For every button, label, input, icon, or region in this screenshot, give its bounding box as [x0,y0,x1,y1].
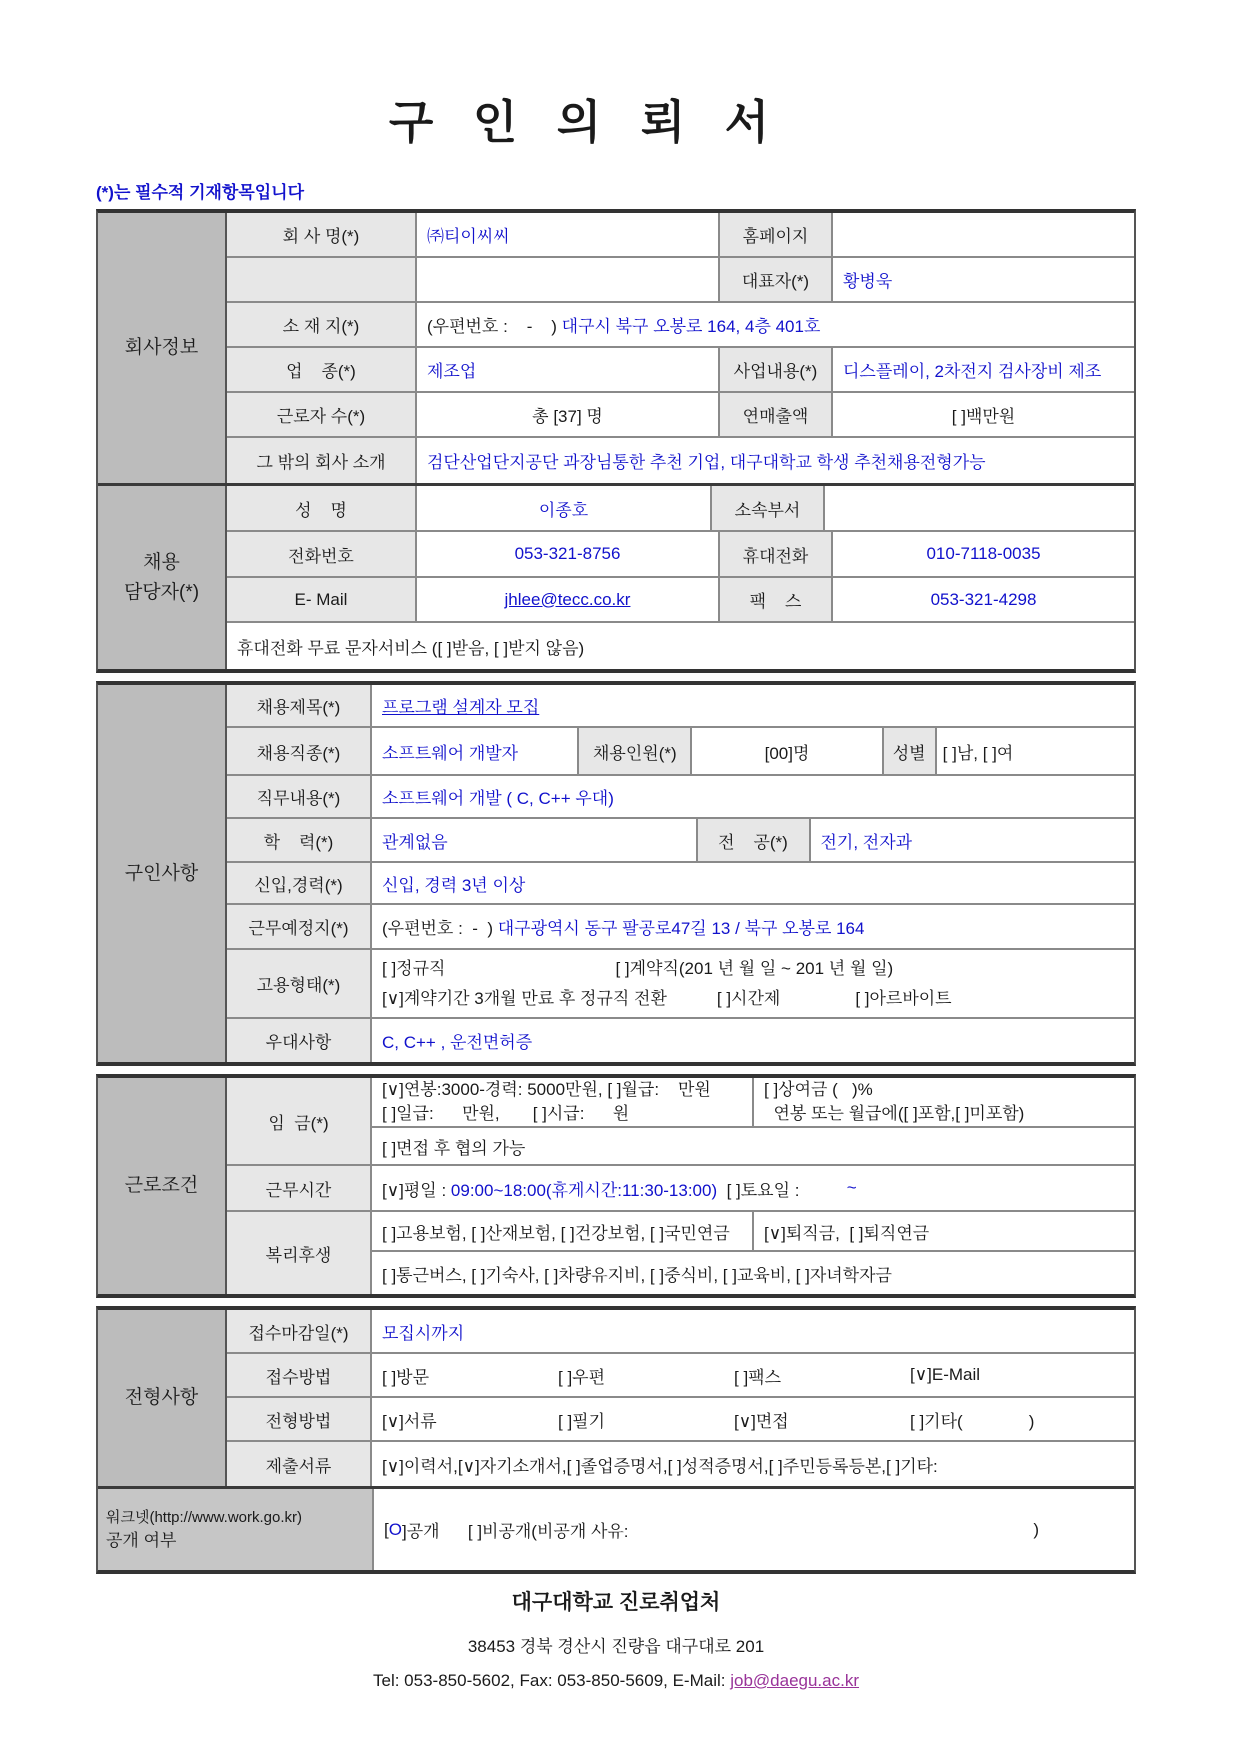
dept-label: 소속부서 [710,486,823,530]
duty-label: 직무내용(*) [227,776,370,817]
salary-detail-subrow [372,1078,1134,1128]
sms-row [227,623,1134,669]
apply-method-row [227,1354,1134,1398]
fulltime-option: [ ]정규직 [382,958,446,978]
salary-negotiable-subrow [372,1128,1134,1164]
work-hours-row [227,1166,1134,1212]
worknet-value [372,1489,1134,1570]
industry-row [227,348,1134,393]
ceo-row [227,258,1134,303]
etc-option: [ ]기타( ) [910,1411,1035,1431]
empty-label [227,258,415,301]
occupation-row [227,728,1134,776]
open-bracket: [ [384,1519,389,1539]
visit-option: [ ]방문 [382,1367,430,1387]
mobile-label: 휴대전화 [718,532,831,576]
documents-label: 제출서류 [227,1442,370,1486]
saturday-tilde: ~ [846,1178,857,1197]
contact-block [98,483,1134,669]
document-option: [∨]서류 [382,1411,437,1431]
parttime-option: [ ]시간제 [716,988,781,1008]
apply-method-label: 접수방법 [227,1354,370,1396]
footer-email-link[interactable]: job@daegu.ac.kr [730,1671,859,1690]
conditions-table [96,1074,1136,1298]
contact-name-label: 성 명 [227,486,415,530]
revenue-label: 연매출액 [718,393,831,436]
gender-value: [ ]남, [ ]여 [935,728,1134,774]
industry-label: 업 종(*) [227,348,415,391]
contact-phone-row [227,532,1134,578]
work-hours-label: 근무시간 [227,1166,370,1210]
selection-table [96,1306,1136,1574]
company-name-value: ㈜티이씨씨 [415,213,718,256]
job-table [96,681,1136,1066]
section-company: 회사정보 [98,213,227,483]
dept-value [823,486,1134,530]
salary-line1: [∨]연봉:3000-경력: 5000만원, [ ]월급: 만원 [382,1080,711,1099]
industry-value: 제조업 [415,348,718,391]
open-mark: O [388,1519,402,1539]
worknet-block [98,1486,1134,1570]
screening-method-value [370,1398,1134,1440]
occupation-value: 소프트웨어 개발자 [370,728,577,774]
salary-label: 임 금(*) [227,1078,370,1164]
welfare-insurance: [ ]고용보험, [ ]산재보험, [ ]건강보험, [ ]국민연금 [382,1223,730,1243]
career-label: 신입,경력(*) [227,863,370,903]
email-link[interactable]: jhlee@tecc.co.kr [504,589,631,609]
salary-row [227,1078,1134,1166]
page-title: 구 인 의 뢰 서 [388,97,784,148]
ceo-value: 황병욱 [831,258,1134,301]
bonus-line1: [ ]상여금 ( )% [764,1080,873,1099]
contact-email-row [227,578,1134,623]
employment-type-row [227,950,1134,1019]
workers-label: 근로자 수(*) [227,393,415,436]
sms-note: 휴대전화 무료 문자서비스 ([ ]받음, [ ]받지 않음) [237,638,585,658]
mobile-value: 010-7118-0035 [831,532,1134,576]
job-title-row [227,685,1134,728]
deadline-row [227,1310,1134,1354]
welfare-row [227,1212,1134,1294]
salary-amount-cell [372,1078,752,1126]
close-paren: ) [1033,1519,1039,1539]
welfare-pension: [∨]퇴직금, [ ]퇴직연금 [752,1212,1134,1250]
homepage-label: 홈페이지 [718,213,831,256]
job-request-form [0,86,1240,1691]
company-intro-value: 검단산업단지공단 과장님통한 추천 기업, 대구대학교 학생 추천채용전형가능 [415,438,1134,483]
written-option: [ ]필기 [558,1411,606,1431]
business-label: 사업내용(*) [718,348,831,391]
footer-contact [96,1671,1136,1691]
contract-convert-option: [∨]계약기간 3개월 만료 후 정규직 전환 [382,988,667,1008]
section-conditions: 근로조건 [98,1078,227,1294]
education-label: 학 력(*) [227,819,370,861]
address-text: 대구시 북구 오봉로 164, 4층 401호 [561,317,821,336]
revenue-value: [ ]백만원 [831,393,1134,436]
contact-name-value: 이종호 [415,486,710,530]
company-intro-label: 그 밖의 회사 소개 [227,438,415,483]
bonus-line2: 연봉 또는 월급에([ ]포함,[ ]미포함) [764,1104,1025,1123]
gender-label: 성별 [882,728,935,774]
required-note: (*)는 필수적 기재항목입니다 [96,183,305,202]
fax-value: 053-321-4298 [831,578,1134,621]
saturday-prefix: [ ]토요일 : [717,1180,847,1200]
education-value: 관계없음 [370,819,696,861]
apply-method-value [370,1354,1134,1396]
company-block [98,213,1134,483]
work-location-row [227,905,1134,950]
screening-method-label: 전형방법 [227,1398,370,1440]
address-value [415,303,1134,346]
headcount-value: [00]명 [690,728,881,774]
homepage-value [831,213,1134,256]
business-value: 디스플레이, 2차전지 검사장비 제조 [831,348,1134,391]
workers-value: 총 [37] 명 [415,393,718,436]
salary-negotiable: [ ]면접 후 협의 가능 [382,1138,526,1158]
major-value: 전기, 전자과 [809,819,1135,861]
postal-prefix: (우편번호 : - ) [427,317,562,336]
preference-row [227,1019,1134,1062]
bonus-cell [752,1078,1134,1126]
work-location-label: 근무예정지(*) [227,905,370,948]
education-row [227,819,1134,863]
company-name-row [227,213,1134,258]
preference-label: 우대사항 [227,1019,370,1062]
phone-value: 053-321-8756 [415,532,718,576]
documents-value: [∨]이력서,[∨]자기소개서,[ ]졸업증명서,[ ]성적증명서,[ ]주민등록등본,[ ]기타: [370,1442,1134,1486]
email-value-cell [415,578,718,621]
contact-name-row [227,486,1134,532]
company-table [96,209,1136,673]
location-postal-prefix: (우편번호 : - ) [382,919,498,938]
worknet-label: 워크넷(http://www.work.go.kr) 공개 여부 [98,1489,372,1570]
duty-row [227,776,1134,819]
documents-row [227,1442,1134,1486]
footer-tel-fax: Tel: 053-850-5602, Fax: 053-850-5609, E-Mail: [373,1671,731,1690]
preference-value: C, C++ , 운전면허증 [370,1019,1134,1062]
email-option: [∨]E-Mail [910,1365,981,1384]
company-intro-row [227,438,1134,483]
phone-label: 전화번호 [227,532,415,576]
career-row [227,863,1134,905]
open-rest: ]공개 [ ]비공개(비공개 사유: [401,1522,629,1541]
email-label: E- Mail [227,578,415,621]
fax-label: 팩 스 [718,578,831,621]
welfare-benefits-subrow [372,1252,1134,1294]
work-hours-value [370,1166,1134,1210]
welfare-benefits: [ ]통근버스, [ ]기숙사, [ ]차량유지비, [ ]중식비, [ ]교육비, [ ]자녀학자금 [382,1265,892,1285]
screening-method-row [227,1398,1134,1442]
footer-address: 38453 경북 경산시 진량읍 대구대로 201 [467,1637,765,1656]
section-contact: 채용 담당자(*) [98,486,227,669]
welfare-insurance-subrow [372,1212,1134,1252]
address-label: 소 재 지(*) [227,303,415,346]
job-title-label: 채용제목(*) [227,685,370,726]
job-title-value: 프로그램 설계자 모집 [370,685,1134,726]
major-label: 전 공(*) [696,819,809,861]
weekday-hours: 09:00~18:00(휴게시간:11:30-13:00) [450,1180,718,1200]
ceo-label: 대표자(*) [718,258,831,301]
career-value: 신입, 경력 3년 이상 [370,863,1134,903]
fax-option: [ ]팩스 [734,1367,782,1387]
occupation-label: 채용직종(*) [227,728,370,774]
weekday-prefix: [∨]평일 : [382,1180,451,1200]
deadline-value: 모집시까지 [370,1310,1134,1352]
arbeit-option: [ ]아르바이트 [855,988,952,1008]
empty-value [415,258,718,301]
employment-type-label: 고용형태(*) [227,950,370,1017]
headcount-label: 채용인원(*) [577,728,690,774]
welfare-label: 복리후생 [227,1212,370,1294]
workers-row [227,393,1134,438]
company-name-label: 회 사 명(*) [227,213,415,256]
footer-org: 대구대학교 진로취업처 [511,1591,721,1614]
mail-option: [ ]우편 [558,1367,606,1387]
interview-option: [∨]면접 [734,1411,789,1431]
salary-line2: [ ]일급: 만원, [ ]시급: 원 [382,1104,630,1123]
section-job: 구인사항 [98,685,227,1062]
section-selection: 전형사항 [98,1310,227,1486]
employment-type-value [370,950,1134,1017]
work-location-value [370,905,1134,948]
duty-value: 소프트웨어 개발 ( C, C++ 우대) [370,776,1134,817]
location-text: 대구광역시 동구 팔공로47길 13 / 북구 오봉로 164 [497,919,865,938]
footer [96,1586,1136,1691]
contract-option: [ ]계약직(201 년 월 일 ~ 201 년 월 일) [615,958,894,978]
address-row [227,303,1134,348]
deadline-label: 접수마감일(*) [227,1310,370,1352]
